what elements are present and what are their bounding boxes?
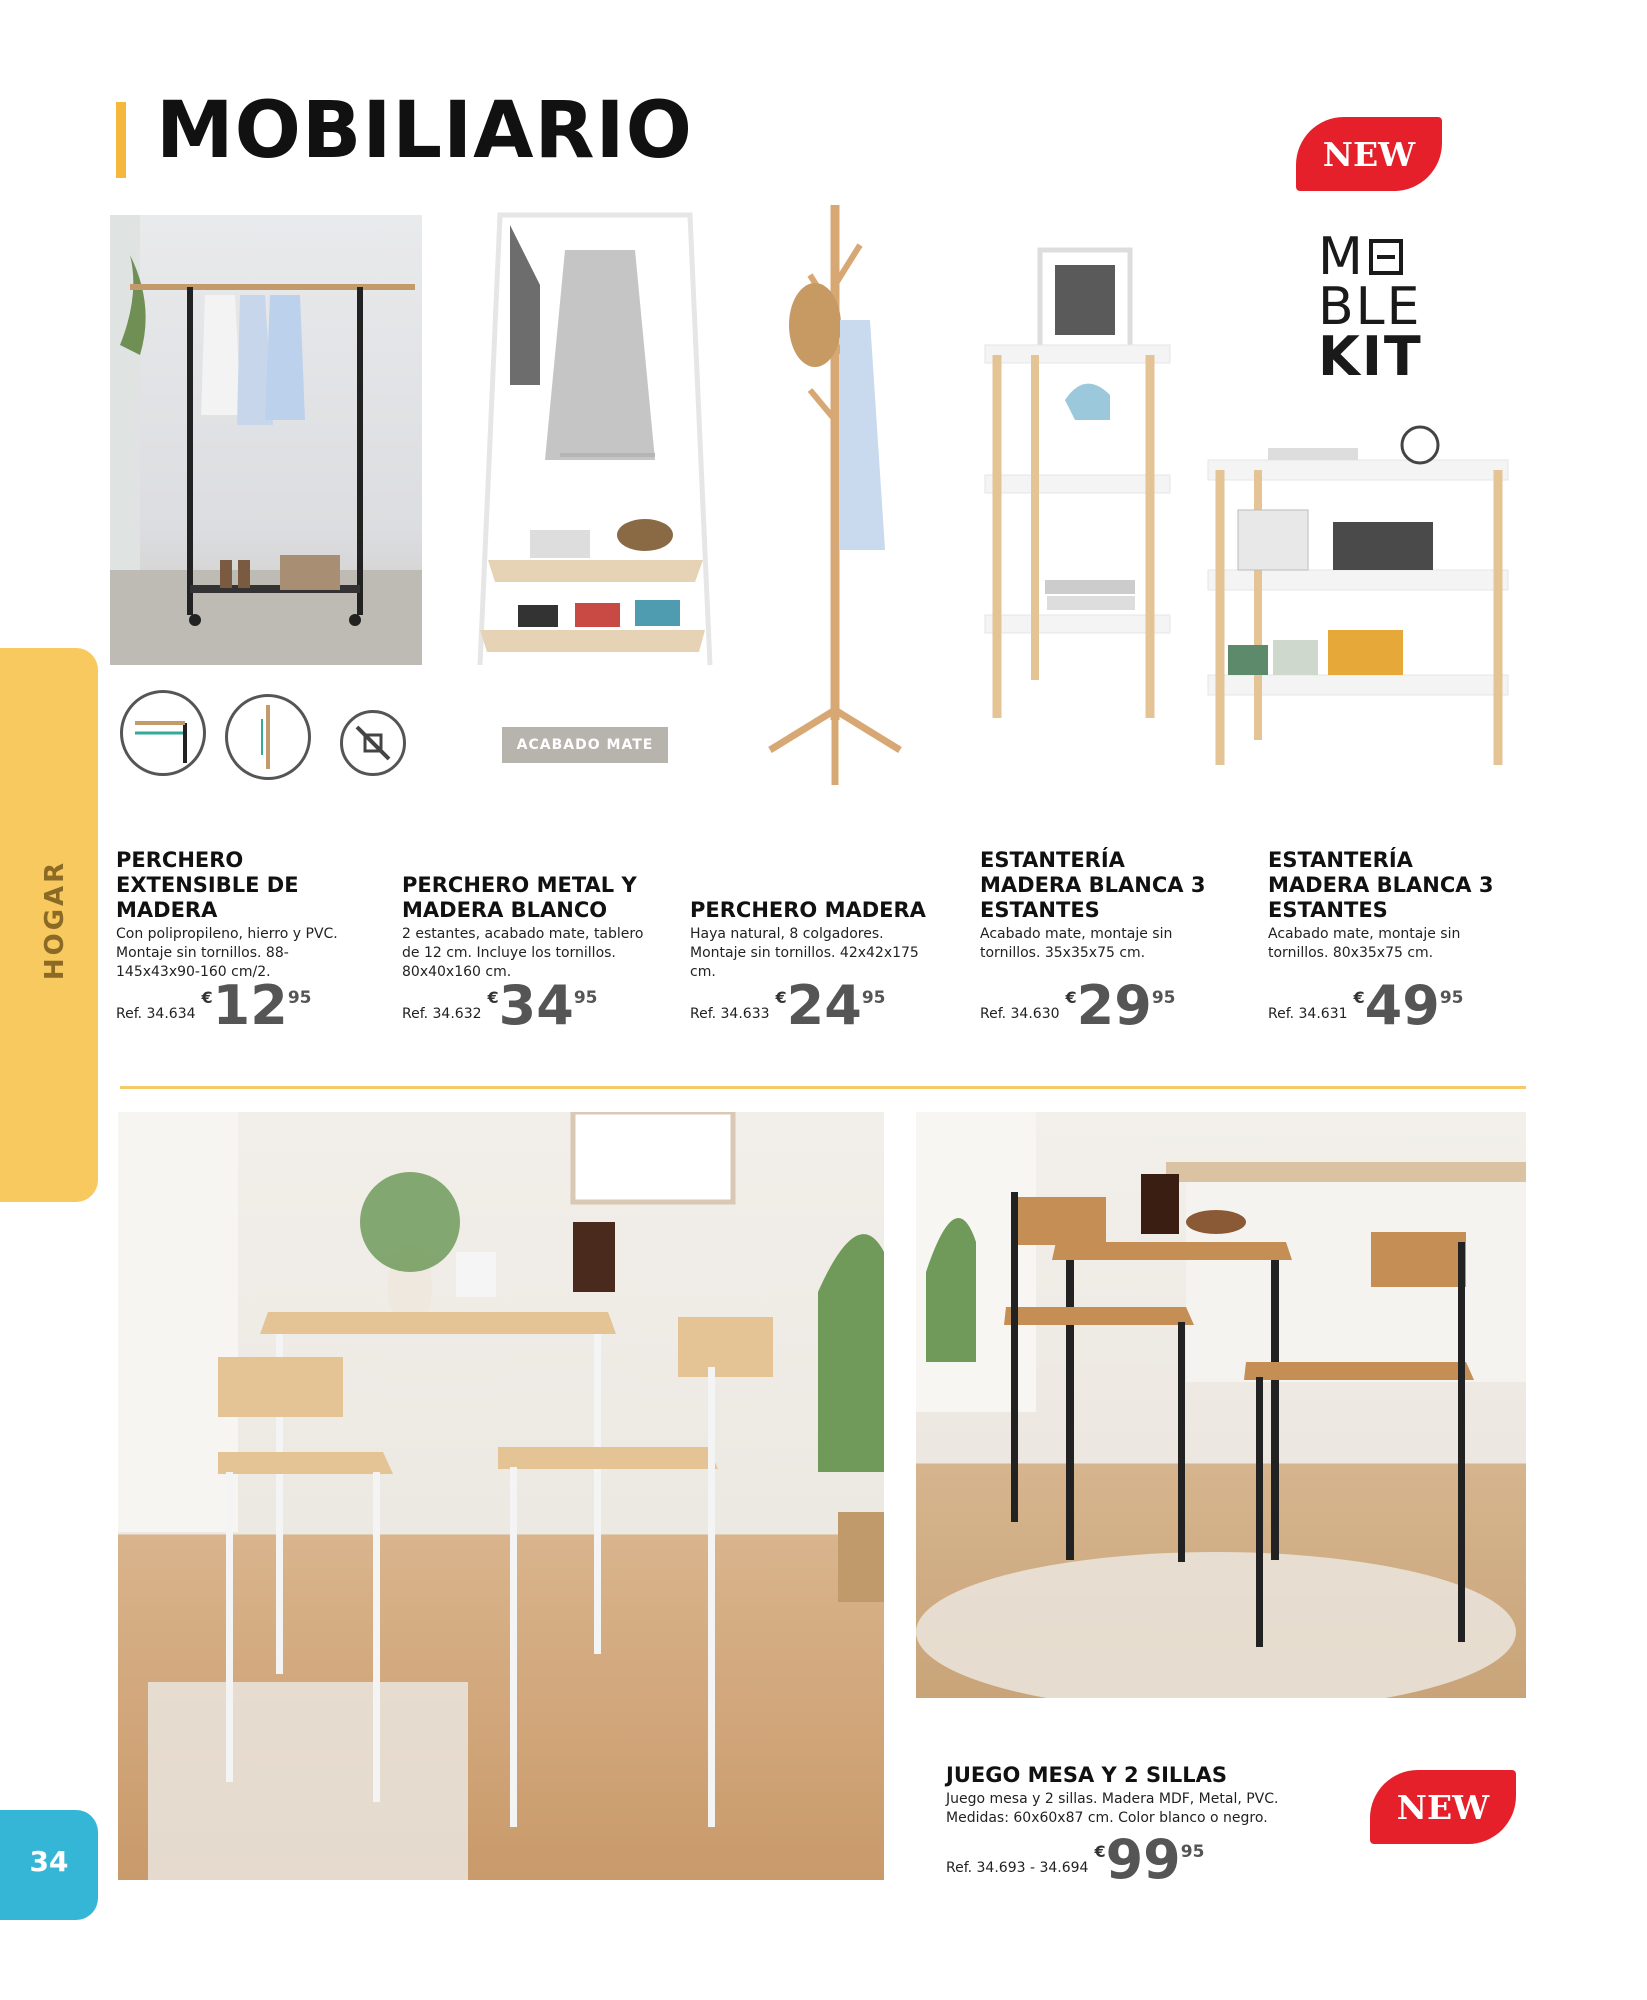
product-description: Acabado mate, montaje sin tornillos. 35x35x75 cm. xyxy=(980,926,1173,961)
product-description: Juego mesa y 2 sillas. Madera MDF, Metal, PVC. Medidas: 60x60x87 cm. Color blanco o negro. xyxy=(946,1791,1279,1826)
logo-line3: KIT xyxy=(1318,325,1423,388)
title-accent-bar xyxy=(116,102,126,178)
price-decimal: 95 xyxy=(861,988,886,1008)
product-6 xyxy=(946,1763,1326,1828)
page-number: 34 xyxy=(29,1845,69,1878)
product-3 xyxy=(690,898,940,982)
price-decimal: 95 xyxy=(287,988,312,1008)
product-ref: Ref. 34.630 xyxy=(980,1006,1060,1022)
currency-symbol: € xyxy=(775,988,787,1007)
product-description: 2 estantes, acabado mate, tablero de 12 cm. Incluye los tornillos. 80x40x160 cm. xyxy=(402,926,644,980)
photo-table-set-white xyxy=(118,1112,884,1880)
product-6-price xyxy=(946,1828,1205,1891)
product-1 xyxy=(116,848,366,982)
no-screws-icon xyxy=(340,710,406,776)
product-name: ESTANTERÍA MADERA BLANCA 3 ESTANTES xyxy=(980,848,1206,922)
product-5-price xyxy=(1268,974,1464,1037)
product-2-price xyxy=(402,974,598,1037)
price-decimal: 95 xyxy=(1151,988,1176,1008)
product-4 xyxy=(980,848,1210,963)
product-ref: Ref. 34.634 xyxy=(116,1006,196,1022)
product-name: PERCHERO EXTENSIBLE DE MADERA xyxy=(116,848,299,922)
price-decimal: 95 xyxy=(573,988,598,1008)
section-divider xyxy=(120,1086,1526,1089)
product-image-estanteria-80 xyxy=(1198,410,1518,770)
product-image-perchero-extensible xyxy=(110,215,422,665)
new-badge: NEW xyxy=(1296,117,1442,191)
price-integer: 49 xyxy=(1364,974,1440,1037)
price-integer: 12 xyxy=(212,974,288,1037)
currency-symbol: € xyxy=(1353,988,1365,1007)
product-name: PERCHERO METAL Y MADERA BLANCO xyxy=(402,873,637,922)
product-4-price xyxy=(980,974,1176,1037)
logo-line1: M xyxy=(1318,227,1365,287)
product-description: Con polipropileno, hierro y PVC. Montaje sin tornillos. 88-145x43x90-160 cm/2. xyxy=(116,926,338,980)
product-3-price xyxy=(690,974,886,1037)
product-description: Acabado mate, montaje sin tornillos. 80x35x75 cm. xyxy=(1268,926,1461,961)
price-decimal: 95 xyxy=(1439,988,1464,1008)
page-title: MOBILIARIO xyxy=(156,86,693,176)
price-integer: 34 xyxy=(498,974,574,1037)
adjustable-height-icon xyxy=(225,694,311,780)
currency-symbol: € xyxy=(201,988,213,1007)
drawer-icon xyxy=(1369,239,1403,275)
product-ref: Ref. 34.693 - 34.694 xyxy=(946,1860,1089,1876)
currency-symbol: € xyxy=(1094,1842,1106,1861)
currency-symbol: € xyxy=(487,988,499,1007)
product-name: PERCHERO MADERA xyxy=(690,898,926,922)
price-integer: 29 xyxy=(1076,974,1152,1037)
product-ref: Ref. 34.632 xyxy=(402,1006,482,1022)
photo-table-set-black xyxy=(916,1112,1526,1698)
feature-label: ACABADO MATE xyxy=(502,727,668,763)
product-1-price xyxy=(116,974,312,1037)
product-image-perchero-madera xyxy=(760,205,910,790)
price-decimal: 95 xyxy=(1180,1842,1205,1862)
product-ref: Ref. 34.631 xyxy=(1268,1006,1348,1022)
extensible-icon xyxy=(120,690,206,776)
product-5 xyxy=(1268,848,1498,963)
product-ref: Ref. 34.633 xyxy=(690,1006,770,1022)
product-description: Haya natural, 8 colgadores. Montaje sin tornillos. 42x42x175 cm. xyxy=(690,926,919,980)
price-integer: 99 xyxy=(1105,1828,1181,1891)
product-name: ESTANTERÍA MADERA BLANCA 3 ESTANTES xyxy=(1268,848,1494,922)
product-image-perchero-metal xyxy=(470,205,720,685)
product-2 xyxy=(402,873,662,982)
currency-symbol: € xyxy=(1065,988,1077,1007)
new-badge: NEW xyxy=(1370,1770,1516,1844)
category-tab-label: HOGAR xyxy=(40,859,70,981)
brand-logo xyxy=(1318,227,1428,388)
logo-line2: BLE xyxy=(1318,277,1422,337)
product-name: JUEGO MESA Y 2 SILLAS xyxy=(946,1763,1228,1787)
price-integer: 24 xyxy=(786,974,862,1037)
product-image-estanteria-35 xyxy=(975,240,1175,725)
